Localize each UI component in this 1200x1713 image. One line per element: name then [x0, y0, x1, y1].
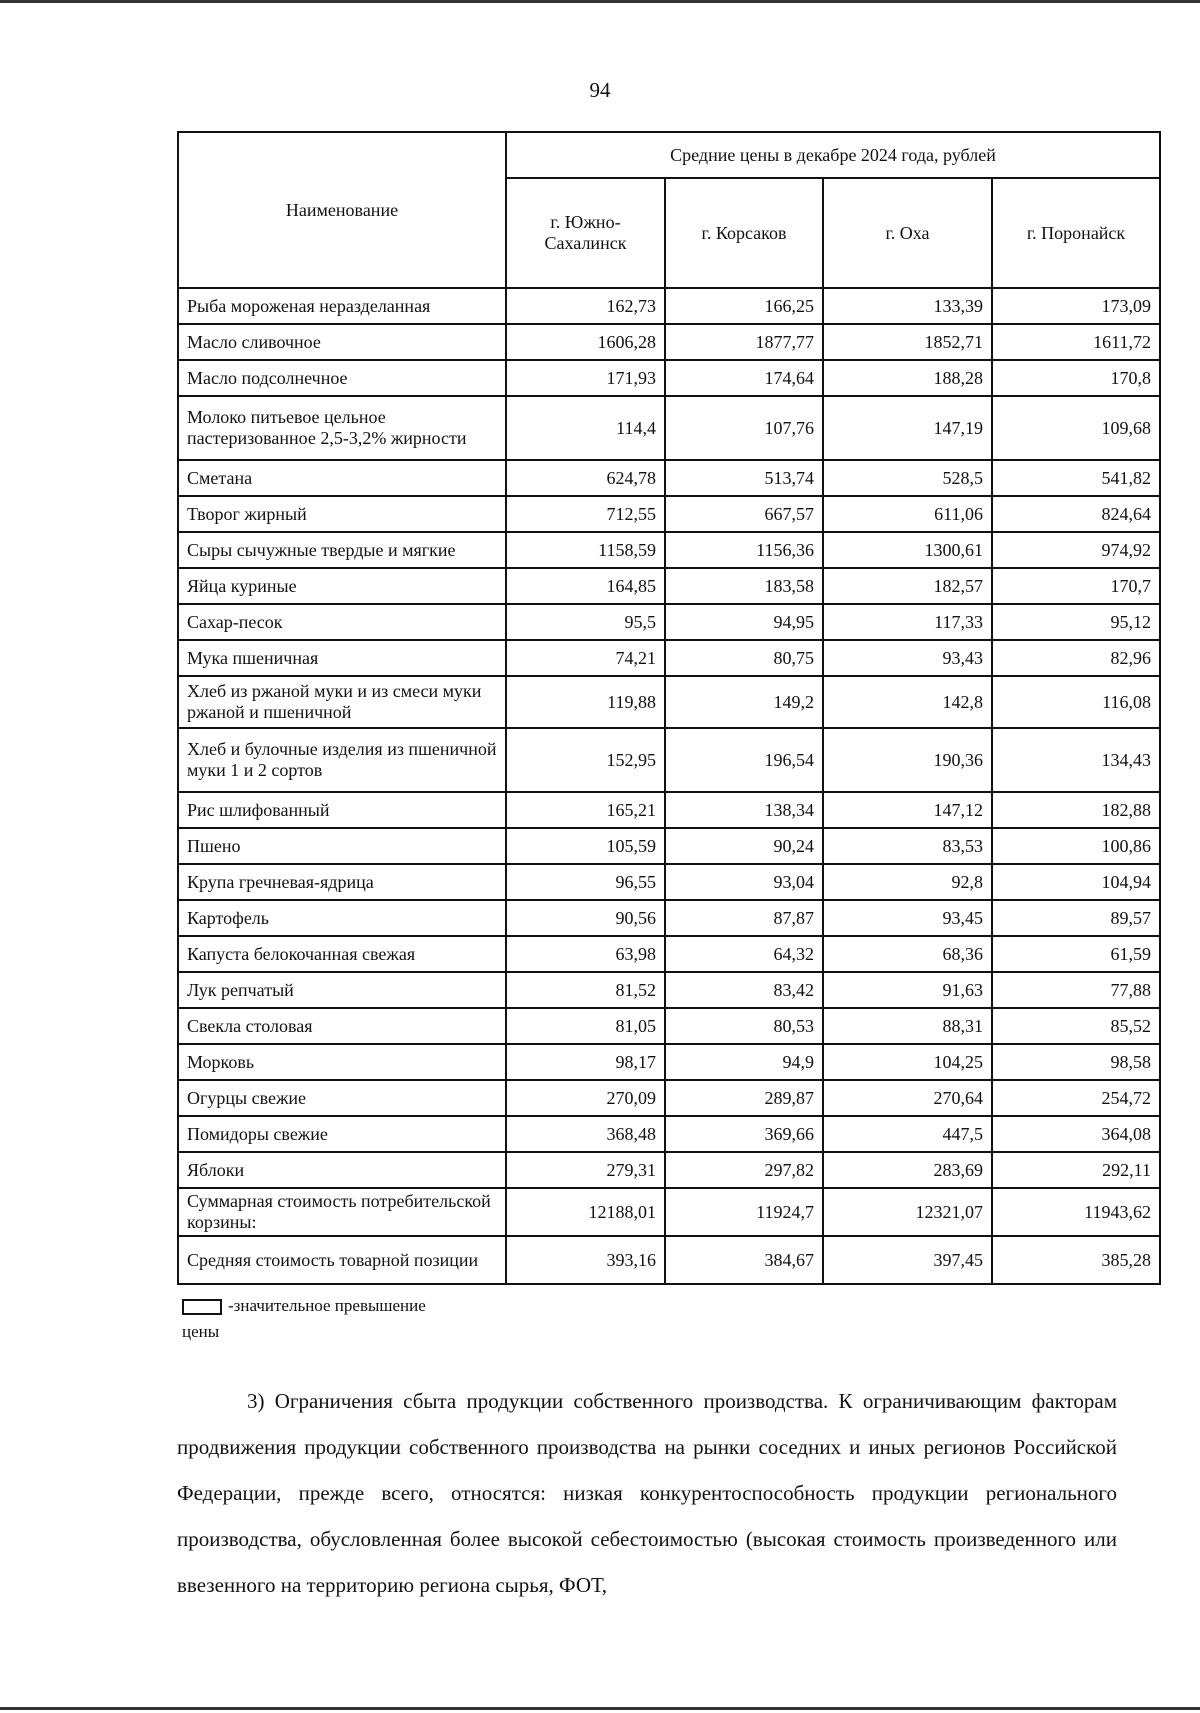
- item-name: Средняя стоимость товарной позиции: [178, 1236, 506, 1284]
- price-cell: 98,17: [506, 1044, 665, 1080]
- price-cell: 279,31: [506, 1152, 665, 1188]
- table-row: [178, 1152, 1160, 1188]
- price-cell: 196,54: [665, 728, 823, 792]
- price-cell: 1300,61: [823, 532, 992, 568]
- item-name: Молоко питьевое цельное пастеризованное 2,5-3,2% жирности: [178, 396, 506, 460]
- price-cell: 974,92: [992, 532, 1160, 568]
- item-name: Свекла столовая: [178, 1008, 506, 1044]
- table-row: [178, 936, 1160, 972]
- price-cell: 142,8: [823, 676, 992, 728]
- price-cell: 87,87: [665, 900, 823, 936]
- price-cell: 147,12: [823, 792, 992, 828]
- price-cell: 11924,7: [665, 1188, 823, 1236]
- price-cell: 114,4: [506, 396, 665, 460]
- price-cell: 182,57: [823, 568, 992, 604]
- item-name: Суммарная стоимость потребительской корзины:: [178, 1188, 506, 1236]
- item-name: Хлеб из ржаной муки и из смеси муки ржаной и пшеничной: [178, 676, 506, 728]
- legend: [182, 1293, 426, 1345]
- price-cell: 188,28: [823, 360, 992, 396]
- table-row: [178, 1188, 1160, 1236]
- item-name: Рис шлифованный: [178, 792, 506, 828]
- table-row: [178, 496, 1160, 532]
- price-cell: 1606,28: [506, 324, 665, 360]
- table-row: [178, 640, 1160, 676]
- price-cell: 95,12: [992, 604, 1160, 640]
- price-cell: 83,42: [665, 972, 823, 1008]
- price-cell: 85,52: [992, 1008, 1160, 1044]
- top-rule: [0, 0, 1200, 3]
- price-cell: 94,95: [665, 604, 823, 640]
- table-row: [178, 568, 1160, 604]
- price-cell: 74,21: [506, 640, 665, 676]
- legend-swatch: [182, 1299, 222, 1315]
- price-cell: 667,57: [665, 496, 823, 532]
- price-cell: 824,64: [992, 496, 1160, 532]
- price-cell: 93,43: [823, 640, 992, 676]
- price-cell: 183,58: [665, 568, 823, 604]
- item-name: Капуста белокочанная свежая: [178, 936, 506, 972]
- price-cell: 89,57: [992, 900, 1160, 936]
- price-cell: 624,78: [506, 460, 665, 496]
- price-cell: 117,33: [823, 604, 992, 640]
- price-cell: 98,58: [992, 1044, 1160, 1080]
- item-name: Огурцы свежие: [178, 1080, 506, 1116]
- price-cell: 12188,01: [506, 1188, 665, 1236]
- table-row: [178, 792, 1160, 828]
- price-cell: 93,04: [665, 864, 823, 900]
- item-name: Морковь: [178, 1044, 506, 1080]
- price-cell: 174,64: [665, 360, 823, 396]
- table-row: [178, 396, 1160, 460]
- price-cell: 80,75: [665, 640, 823, 676]
- price-cell: 152,95: [506, 728, 665, 792]
- table-row: [178, 1116, 1160, 1152]
- price-cell: 292,11: [992, 1152, 1160, 1188]
- price-cell: 95,5: [506, 604, 665, 640]
- price-cell: 1852,71: [823, 324, 992, 360]
- price-cell: 170,8: [992, 360, 1160, 396]
- price-cell: 119,88: [506, 676, 665, 728]
- item-name: Картофель: [178, 900, 506, 936]
- price-cell: 64,32: [665, 936, 823, 972]
- table-row: [178, 532, 1160, 568]
- legend-text-continued: цены: [182, 1322, 220, 1341]
- price-cell: 270,09: [506, 1080, 665, 1116]
- price-cell: 393,16: [506, 1236, 665, 1284]
- city-header: г. Южно-Сахалинск: [506, 178, 665, 288]
- price-cell: 90,56: [506, 900, 665, 936]
- city-header: г. Оха: [823, 178, 992, 288]
- price-cell: 81,52: [506, 972, 665, 1008]
- price-cell: 171,93: [506, 360, 665, 396]
- table-row: [178, 900, 1160, 936]
- table-row: [178, 1080, 1160, 1116]
- table-row: [178, 828, 1160, 864]
- item-name: Масло подсолнечное: [178, 360, 506, 396]
- page-number: 94: [589, 78, 611, 102]
- table-row: [178, 1236, 1160, 1284]
- price-cell: 541,82: [992, 460, 1160, 496]
- price-cell: 528,5: [823, 460, 992, 496]
- price-cell: 90,24: [665, 828, 823, 864]
- price-cell: 109,68: [992, 396, 1160, 460]
- price-table: [177, 131, 1161, 1285]
- price-cell: 173,09: [992, 288, 1160, 324]
- item-name: Хлеб и булочные изделия из пшеничной муки 1 и 2 сортов: [178, 728, 506, 792]
- price-cell: 61,59: [992, 936, 1160, 972]
- price-cell: 104,94: [992, 864, 1160, 900]
- price-cell: 91,63: [823, 972, 992, 1008]
- price-cell: 190,36: [823, 728, 992, 792]
- item-name: Яйца куриные: [178, 568, 506, 604]
- price-cell: 81,05: [506, 1008, 665, 1044]
- name-column-header: Наименование: [178, 132, 506, 288]
- price-cell: 1877,77: [665, 324, 823, 360]
- price-cell: 162,73: [506, 288, 665, 324]
- price-cell: 105,59: [506, 828, 665, 864]
- table-row: [178, 460, 1160, 496]
- price-cell: 92,8: [823, 864, 992, 900]
- table-row: [178, 1044, 1160, 1080]
- table-row: [178, 676, 1160, 728]
- price-cell: 93,45: [823, 900, 992, 936]
- price-cell: 1156,36: [665, 532, 823, 568]
- item-name: Лук репчатый: [178, 972, 506, 1008]
- table-row: [178, 604, 1160, 640]
- price-cell: 82,96: [992, 640, 1160, 676]
- price-cell: 397,45: [823, 1236, 992, 1284]
- price-cell: 134,43: [992, 728, 1160, 792]
- price-cell: 369,66: [665, 1116, 823, 1152]
- table-row: [178, 728, 1160, 792]
- price-cell: 182,88: [992, 792, 1160, 828]
- price-cell: 133,39: [823, 288, 992, 324]
- bottom-rule: [0, 1707, 1200, 1710]
- city-header: г. Корсаков: [665, 178, 823, 288]
- table-row: [178, 324, 1160, 360]
- price-cell: 712,55: [506, 496, 665, 532]
- item-name: Яблоки: [178, 1152, 506, 1188]
- price-cell: 149,2: [665, 676, 823, 728]
- item-name: Пшено: [178, 828, 506, 864]
- price-cell: 100,86: [992, 828, 1160, 864]
- price-cell: 254,72: [992, 1080, 1160, 1116]
- item-name: Крупа гречневая-ядрица: [178, 864, 506, 900]
- table-row: [178, 864, 1160, 900]
- group-header: Средние цены в декабре 2024 года, рублей: [506, 132, 1160, 178]
- price-cell: 297,82: [665, 1152, 823, 1188]
- legend-text: -значительное превышение: [228, 1296, 426, 1315]
- price-cell: 77,88: [992, 972, 1160, 1008]
- price-cell: 138,34: [665, 792, 823, 828]
- price-cell: 11943,62: [992, 1188, 1160, 1236]
- city-header: г. Поронайск: [992, 178, 1160, 288]
- price-cell: 107,76: [665, 396, 823, 460]
- price-cell: 83,53: [823, 828, 992, 864]
- price-cell: 1611,72: [992, 324, 1160, 360]
- price-cell: 116,08: [992, 676, 1160, 728]
- price-cell: 80,53: [665, 1008, 823, 1044]
- item-name: Сахар-песок: [178, 604, 506, 640]
- price-cell: 164,85: [506, 568, 665, 604]
- body-text: [177, 1378, 1117, 1608]
- price-cell: 88,31: [823, 1008, 992, 1044]
- item-name: Масло сливочное: [178, 324, 506, 360]
- item-name: Рыба мороженая неразделанная: [178, 288, 506, 324]
- item-name: Помидоры свежие: [178, 1116, 506, 1152]
- price-cell: 170,7: [992, 568, 1160, 604]
- table-row: [178, 972, 1160, 1008]
- price-cell: 289,87: [665, 1080, 823, 1116]
- price-cell: 147,19: [823, 396, 992, 460]
- table-row: [178, 1008, 1160, 1044]
- table-row: [178, 288, 1160, 324]
- price-cell: 611,06: [823, 496, 992, 532]
- table-row: [178, 360, 1160, 396]
- price-cell: 447,5: [823, 1116, 992, 1152]
- price-cell: 384,67: [665, 1236, 823, 1284]
- price-cell: 513,74: [665, 460, 823, 496]
- item-name: Мука пшеничная: [178, 640, 506, 676]
- price-cell: 364,08: [992, 1116, 1160, 1152]
- item-name: Сметана: [178, 460, 506, 496]
- price-cell: 96,55: [506, 864, 665, 900]
- price-cell: 385,28: [992, 1236, 1160, 1284]
- price-cell: 283,69: [823, 1152, 992, 1188]
- price-cell: 94,9: [665, 1044, 823, 1080]
- body-paragraph: 3) Ограничения сбыта продукции собственного производства. К ограничивающим факторам продвижения продукции собственного производства на рынки соседних и иных регионов Российской Федерации, прежде всего, относятся: низкая конкурентоспособность продукции регионального производства, обусловленная более высокой себестоимостью (высокая стоимость произведенного или ввезенного на территорию региона сырья, ФОТ,: [177, 1389, 1117, 1597]
- price-cell: 1158,59: [506, 532, 665, 568]
- price-cell: 63,98: [506, 936, 665, 972]
- price-cell: 12321,07: [823, 1188, 992, 1236]
- price-cell: 270,64: [823, 1080, 992, 1116]
- price-cell: 104,25: [823, 1044, 992, 1080]
- price-cell: 165,21: [506, 792, 665, 828]
- item-name: Творог жирный: [178, 496, 506, 532]
- price-cell: 166,25: [665, 288, 823, 324]
- price-cell: 368,48: [506, 1116, 665, 1152]
- item-name: Сыры сычужные твердые и мягкие: [178, 532, 506, 568]
- price-cell: 68,36: [823, 936, 992, 972]
